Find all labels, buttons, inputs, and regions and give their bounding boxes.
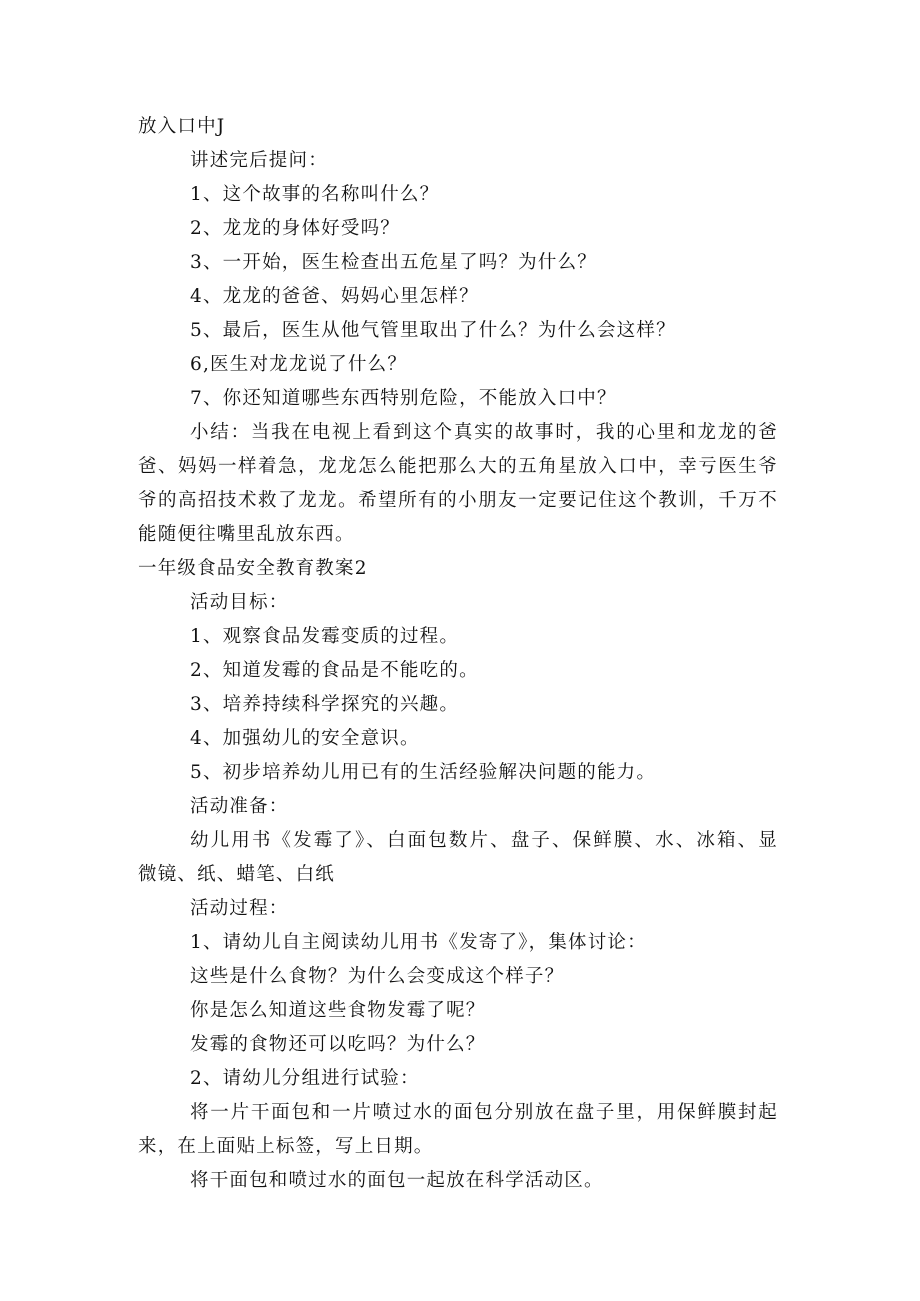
summary-paragraph-line-1: 小结：当我在电视上看到这个真实的故事时，我的心里和龙龙的爸 xyxy=(190,422,778,443)
discussion-question-3: 发霉的食物还可以吃吗？为什么？ xyxy=(190,1034,486,1055)
discussion-question-1: 这些是什么食物？为什么会变成这个样子？ xyxy=(190,966,565,987)
prep-materials-line-1: 幼儿用书《发霉了》、白面包数片、盘子、保鲜膜、水、冰箱、显 xyxy=(190,830,778,851)
subheading-activity-prep: 活动准备： xyxy=(190,796,289,817)
goal-item-1: 1、观察食品发霉变质的过程。 xyxy=(190,626,460,647)
prep-materials-line-2: 微镜、纸、蜡笔、白纸 xyxy=(138,864,336,885)
question-item-7: 7、你还知道哪些东西特别危险，不能放入口中？ xyxy=(190,388,617,409)
subheading-activity-process: 活动过程： xyxy=(190,898,289,919)
section-heading: 一年级食品安全教育教案2 xyxy=(138,558,368,579)
text-line-continuation: 放入口中J xyxy=(138,116,226,137)
experiment-instruction-line-3: 将干面包和喷过水的面包一起放在科学活动区。 xyxy=(190,1170,604,1191)
process-step-2: 2、请幼儿分组进行试验： xyxy=(190,1068,420,1089)
text-line-question-intro: 讲述完后提问： xyxy=(190,150,328,171)
question-item-6: 6,医生对龙龙说了什么？ xyxy=(190,354,408,375)
question-item-5: 5、最后，医生从他气管里取出了什么？为什么会这样？ xyxy=(190,320,676,341)
experiment-instruction-line-2: 来，在上面贴上标签，写上日期。 xyxy=(138,1136,434,1157)
goal-item-4: 4、加强幼儿的安全意识。 xyxy=(190,728,420,749)
goal-item-2: 2、知道发霉的食品是不能吃的。 xyxy=(190,660,479,681)
summary-paragraph-line-4: 能随便往嘴里乱放东西。 xyxy=(138,524,355,545)
summary-paragraph-line-2: 爸、妈妈一样着急，龙龙怎么能把那么大的五角星放入口中，幸亏医生爷 xyxy=(138,456,778,477)
process-step-1: 1、请幼儿自主阅读幼儿用书《发寄了》，集体讨论： xyxy=(190,932,647,953)
question-item-4: 4、龙龙的爸爸、妈妈心里怎样？ xyxy=(190,286,479,307)
goal-item-5: 5、初步培养幼儿用已有的生活经验解决问题的能力。 xyxy=(190,762,657,783)
question-item-2: 2、龙龙的身体好受吗？ xyxy=(190,218,400,239)
question-item-3: 3、一开始，医生检查出五危星了吗？为什么？ xyxy=(190,252,597,273)
subheading-activity-goals: 活动目标： xyxy=(190,592,289,613)
summary-paragraph-line-3: 爷的高招技术救了龙龙。希望所有的小朋友一定要记住这个教训，千万不 xyxy=(138,490,778,511)
goal-item-3: 3、培养持续科学探究的兴趣。 xyxy=(190,694,460,715)
discussion-question-2: 你是怎么知道这些食物发霉了呢？ xyxy=(190,1000,486,1021)
experiment-instruction-line-1: 将一片干面包和一片喷过水的面包分别放在盘子里，用保鲜膜封起 xyxy=(190,1102,778,1123)
question-item-1: 1、这个故事的名称叫什么？ xyxy=(190,184,440,205)
